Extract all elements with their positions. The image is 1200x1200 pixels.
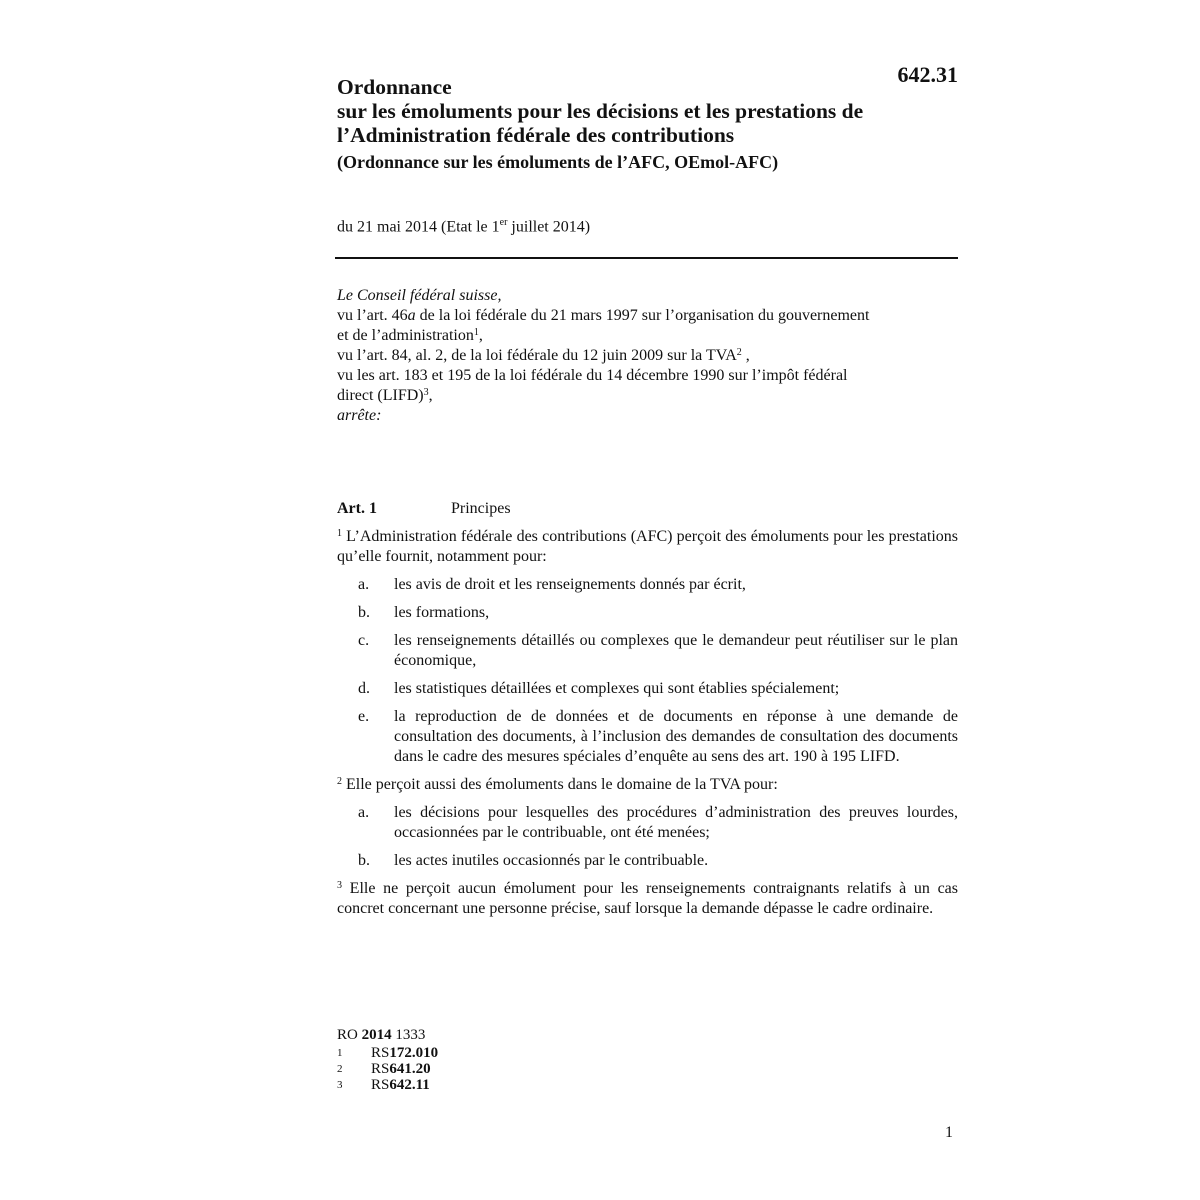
article-heading bbox=[337, 499, 958, 519]
list-letter: b. bbox=[358, 852, 370, 870]
list-item bbox=[337, 851, 958, 871]
list-text: les actes inutiles occasionnés par le contribuable. bbox=[394, 852, 709, 870]
document-page bbox=[337, 60, 958, 919]
ro-year: 2014 bbox=[361, 1027, 392, 1043]
paragraph-1 bbox=[337, 527, 958, 567]
list-text: les statistiques détaillées et complexes qui sont établies spécialement; bbox=[394, 680, 840, 698]
preamble-line bbox=[337, 326, 958, 346]
preamble-text: vu l’art. 84, al. 2, de la loi fédérale du 12 juin 2009 sur la TVA bbox=[337, 347, 737, 365]
document-subtitle: (Ordonnance sur les émoluments de l’AFC, OEmol-AFC) bbox=[337, 152, 779, 172]
list-letter: d. bbox=[358, 680, 370, 698]
list-item bbox=[337, 603, 958, 623]
article-1 bbox=[337, 499, 958, 919]
preamble-text: , bbox=[478, 327, 483, 345]
article-number: Art. 1 bbox=[337, 500, 377, 518]
footnote-ref[interactable]: 3 bbox=[423, 387, 429, 399]
footnote-ref[interactable]: 2 bbox=[736, 347, 742, 359]
list-item bbox=[337, 707, 958, 767]
paragraph-1-list bbox=[337, 575, 958, 767]
paragraph-2 bbox=[337, 775, 958, 795]
preamble-text: de la loi fédérale du 21 mars 1997 sur l’organisation du gouvernement bbox=[415, 307, 870, 325]
title-line: sur les émoluments pour les décisions et les prestations de bbox=[337, 99, 864, 123]
preamble-text: et de l’administration bbox=[337, 327, 474, 345]
header-rule bbox=[335, 257, 958, 259]
paragraph-number: 3 bbox=[337, 880, 342, 892]
footnote-ref-number[interactable]: 641.20 bbox=[389, 1061, 431, 1077]
footnote bbox=[337, 1061, 438, 1077]
paragraph-text: L’Administration fédérale des contributions (AFC) perçoit des émoluments pour les prestations qu’elle fournit, notamment pour: bbox=[337, 528, 958, 566]
paragraph-text: Elle ne perçoit aucun émolument pour les renseignements contraignants relatifs à un cas concret concernant une personne précise, sauf lorsque la demande dépasse le cadre ordinaire. bbox=[337, 880, 958, 918]
list-text: les avis de droit et les renseignements donnés par écrit, bbox=[394, 576, 746, 594]
footnote bbox=[337, 1077, 438, 1093]
list-item bbox=[337, 631, 958, 671]
footnote-ref-number[interactable]: 172.010 bbox=[389, 1045, 439, 1061]
list-letter: c. bbox=[358, 632, 370, 650]
preamble-italic: a bbox=[407, 307, 416, 325]
list-text: les renseignements détaillés ou complexes que le demandeur peut réutiliser sur le plan économique, bbox=[394, 632, 958, 670]
preamble-line bbox=[337, 386, 958, 406]
list-letter: a. bbox=[358, 804, 370, 822]
paragraph-number: 2 bbox=[337, 776, 342, 788]
footnote-prefix: RS bbox=[371, 1045, 390, 1061]
list-item bbox=[337, 575, 958, 595]
preamble-text: , bbox=[741, 347, 750, 365]
footnote-number: 1 bbox=[337, 1047, 343, 1059]
preamble-text: vu les art. 183 et 195 de la loi fédérale du 14 décembre 1990 sur l’impôt fédéral bbox=[337, 367, 848, 385]
footnote-prefix: RS bbox=[371, 1077, 390, 1093]
preamble-text: , bbox=[428, 387, 433, 405]
title-line: Ordonnance bbox=[337, 75, 452, 99]
document-title bbox=[337, 75, 958, 147]
preamble-text: vu l’art. 46 bbox=[337, 307, 408, 325]
footnote-number: 3 bbox=[337, 1079, 343, 1091]
date-sup: er bbox=[499, 217, 508, 228]
footnotes bbox=[337, 1027, 438, 1093]
document-code: 642.31 bbox=[897, 62, 958, 87]
list-item bbox=[337, 803, 958, 843]
footnote-ref[interactable]: 1 bbox=[473, 327, 479, 339]
preamble-intro: Le Conseil fédéral suisse, bbox=[337, 287, 502, 305]
document-date bbox=[337, 213, 958, 237]
ro-prefix: RO bbox=[337, 1027, 362, 1043]
list-text: les formations, bbox=[394, 604, 490, 622]
ro-reference bbox=[337, 1027, 438, 1043]
footnote-ref-number[interactable]: 642.11 bbox=[389, 1077, 430, 1093]
title-line: l’Administration fédérale des contributions bbox=[337, 123, 735, 147]
list-text: les décisions pour lesquelles des procédures d’administration des preuves lourdes, occasionnées par le contribuable, ont été menées; bbox=[394, 804, 958, 842]
list-letter: a. bbox=[358, 576, 370, 594]
list-letter: e. bbox=[358, 708, 370, 726]
footnote bbox=[337, 1045, 438, 1061]
date-suffix: juillet 2014) bbox=[507, 218, 591, 236]
page-number: 1 bbox=[945, 1124, 953, 1141]
preamble-text: direct (LIFD) bbox=[337, 387, 424, 405]
footnote-prefix: RS bbox=[371, 1061, 390, 1077]
paragraph-2-list bbox=[337, 803, 958, 871]
ro-page: 1333 bbox=[391, 1027, 426, 1043]
footnote-number: 2 bbox=[337, 1063, 343, 1075]
preamble-line bbox=[337, 306, 958, 326]
preamble bbox=[337, 286, 958, 426]
list-text: la reproduction de de données et de documents en réponse à une demande de consultation des documents, à l’inclusion des demandes de consultation des documents dans le cadre des mesures spéciales d’enquête au sens des art. 190 à 195 LIFD. bbox=[394, 708, 958, 766]
preamble-line bbox=[337, 346, 958, 366]
preamble-line bbox=[337, 366, 958, 386]
paragraph-number: 1 bbox=[337, 528, 342, 540]
paragraph-3 bbox=[337, 879, 958, 919]
article-title: Principes bbox=[451, 500, 511, 518]
list-letter: b. bbox=[358, 604, 370, 622]
date-prefix: du 21 mai 2014 (Etat le 1 bbox=[337, 218, 500, 236]
paragraph-text: Elle perçoit aussi des émoluments dans le domaine de la TVA pour: bbox=[342, 776, 778, 794]
list-item bbox=[337, 679, 958, 699]
preamble-closing: arrête: bbox=[337, 407, 382, 425]
